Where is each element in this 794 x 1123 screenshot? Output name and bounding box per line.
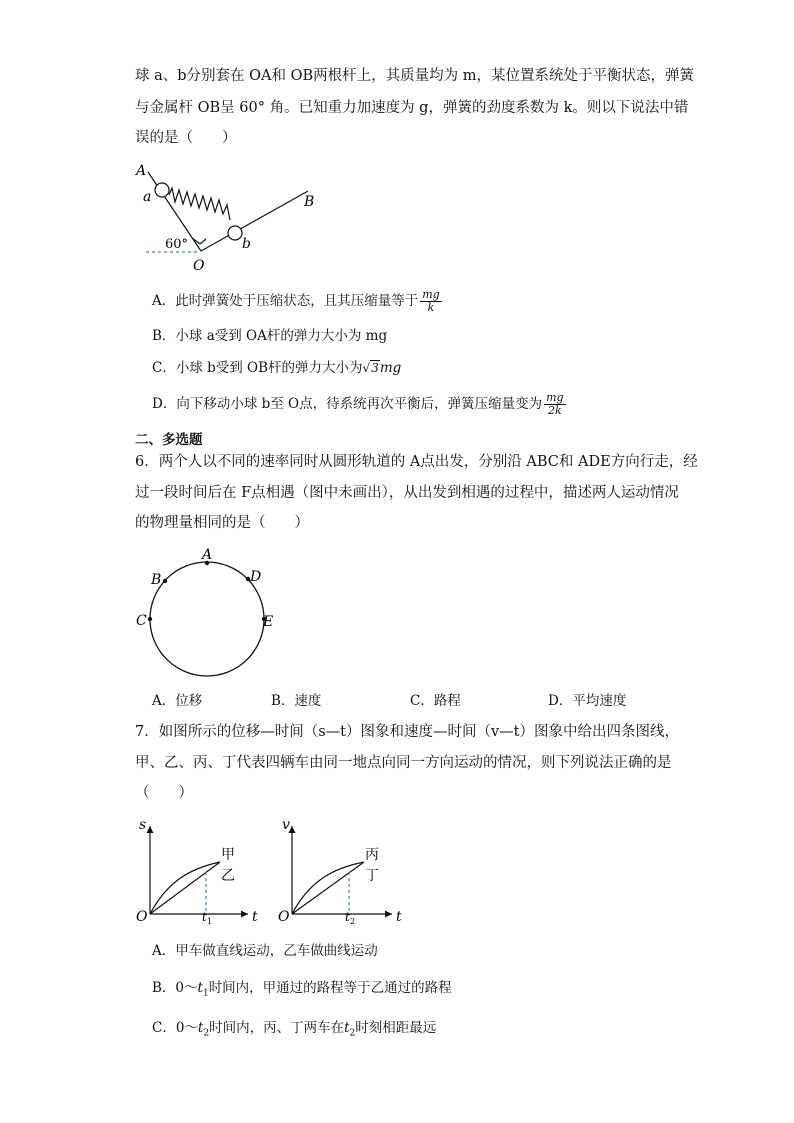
q6-line-1: 6．两个人以不同的速率同时从圆形轨道的 A点出发，分别沿 ABC和 ADE方向行走，经 bbox=[135, 454, 698, 470]
q7-option-a[interactable]: A．甲车做直线运动，乙车做曲线运动 bbox=[152, 943, 378, 959]
sqrt-3: √3 bbox=[362, 361, 379, 375]
v-axis-label: v bbox=[282, 817, 290, 833]
q7-line-2: 甲、乙、丙、丁代表四辆车由同一地点向同一方向运动的情况，则下列说法正确的是 bbox=[135, 755, 672, 771]
t1-label: t bbox=[202, 910, 207, 924]
q6-line-2: 过一段时间后在 F点相遇（图中未画出），从出发到相遇的过程中，描述两人运动情况 bbox=[135, 485, 679, 501]
label-ding: 丁 bbox=[365, 868, 379, 884]
origin-2-label: O bbox=[278, 909, 290, 925]
label-B: B bbox=[304, 194, 315, 210]
label-point-A: A bbox=[202, 547, 213, 563]
q7-line-1: 7．如图所示的位移—时间（s—t）图象和速度—时间（v—t）图象中给出四条图线， bbox=[135, 724, 680, 740]
q6-option-b[interactable]: B．速度 bbox=[271, 693, 322, 709]
angle-label: 60° bbox=[165, 237, 189, 252]
label-A: A bbox=[136, 163, 147, 179]
t1-subscript: 1 bbox=[207, 917, 213, 926]
label-b: b bbox=[242, 236, 251, 252]
q6-option-a[interactable]: A．位移 bbox=[152, 693, 203, 709]
origin-1-label: O bbox=[136, 909, 148, 925]
q5-option-c[interactable]: C．小球 b受到 OB杆的弹力大小为√3mg bbox=[152, 360, 402, 376]
q6-option-c[interactable]: C．路程 bbox=[410, 693, 461, 709]
q7-option-c[interactable]: C．$0\sim t_2$时间内，丙、丁两车在$t_2$时刻相距最远 bbox=[152, 1020, 437, 1039]
line-jia bbox=[150, 862, 220, 914]
t-axis-2-label: t bbox=[396, 909, 402, 925]
q6-option-d[interactable]: D．平均速度 bbox=[548, 693, 627, 709]
fraction-mg-2k: $\frac{mg}{2k}$ bbox=[546, 391, 564, 417]
label-point-D: D bbox=[250, 569, 262, 585]
q6-line-3: 的物理量相同的是（ ） bbox=[135, 515, 309, 531]
t-axis-1-label: t bbox=[252, 909, 258, 925]
t2-subscript: 2 bbox=[350, 917, 356, 926]
q7-line-3: （ ） bbox=[135, 785, 193, 801]
label-point-E: E bbox=[263, 614, 274, 630]
q5-line-1: 球 a、b分别套在 OA和 OB两根杆上，其质量均为 m，某位置系统处于平衡状态，弹簧 bbox=[135, 68, 695, 84]
line-bing bbox=[292, 862, 364, 914]
q5-line-2: 与金属杆 OB呈 60° 角。已知重力加速度为 g，弹簧的劲度系数为 k。则以下说法中错 bbox=[135, 100, 689, 116]
s-axis-label: s bbox=[139, 817, 147, 833]
label-point-B: B bbox=[151, 572, 162, 588]
t2-label: t bbox=[345, 910, 350, 924]
section-heading-multiple-choice: 二、多选题 bbox=[135, 432, 203, 448]
label-yi: 乙 bbox=[221, 868, 235, 884]
q5-line-3: 误的是（ ） bbox=[135, 130, 237, 146]
label-jia: 甲 bbox=[221, 847, 235, 863]
fraction-mg-k: $\frac{mg}{k}$ bbox=[422, 288, 440, 314]
label-bing: 丙 bbox=[365, 847, 379, 863]
q7-option-b[interactable]: B．$0\sim t_1$时间内，甲通过的路程等于乙通过的路程 bbox=[152, 980, 452, 999]
label-point-C: C bbox=[136, 613, 147, 629]
label-a: a bbox=[143, 189, 152, 205]
q5-option-b[interactable]: B．小球 a受到 OA杆的弹力大小为 mg bbox=[152, 328, 388, 344]
q5-option-a[interactable]: A．此时弹簧处于压缩状态，且其压缩量等于 $\frac{mg}{k}$ bbox=[152, 288, 440, 314]
q5-option-d[interactable]: D．向下移动小球 b至 O点，待系统再次平衡后，弹簧压缩量变为 $\frac{mg}{2k}$ bbox=[152, 391, 564, 417]
label-O: O bbox=[193, 258, 205, 274]
